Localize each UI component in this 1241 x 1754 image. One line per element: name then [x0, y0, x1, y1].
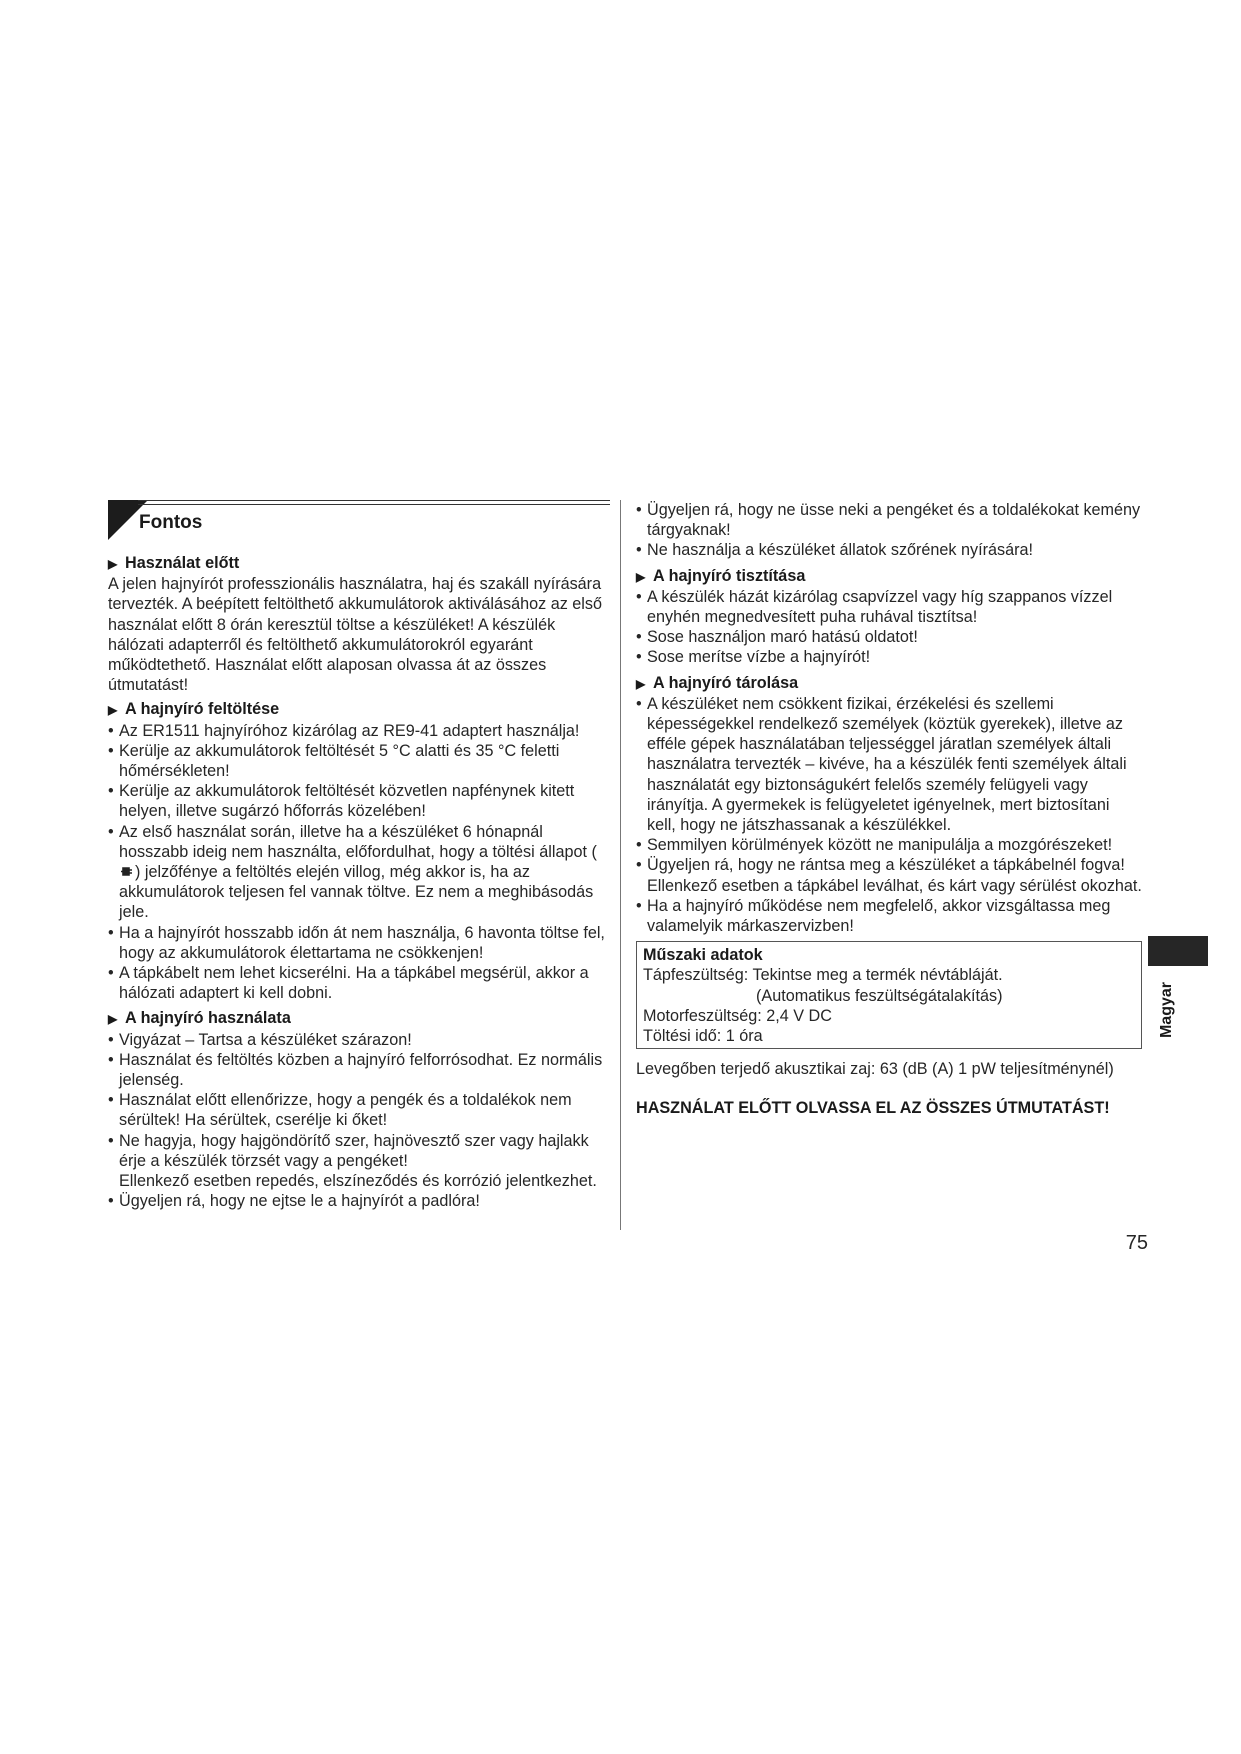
list-item: • Ügyeljen rá, hogy ne üsse neki a pengéket és a toldalékokat kemény tárgyaknak! [636, 501, 1141, 540]
list-item: • A készülék házát kizárólag csapvízzel vagy híg szappanos vízzel enyhén megnedvesített puha ruhával tisztítsa! [636, 587, 1113, 627]
list-item: • Ne hagyja, hogy hajgöndörítő szer, hajnövesztő szer vagy hajlakk érje a készülék törzsét vagy a pengéket! Ellenkező esetben repedés, elszíneződés és korrózió jelentkezhet. [108, 1131, 597, 1191]
list-item: • Semmilyen körülmények között ne manipulálja a mozgórészeket! [636, 836, 1113, 855]
arrow-right-icon: ▶ [108, 1012, 118, 1027]
section-banner [108, 500, 610, 542]
specs-box [636, 941, 1142, 1049]
list-item: • Vigyázat – Tartsa a készüléket szárazon! [108, 1030, 412, 1049]
column-divider [620, 500, 621, 1230]
spec-line: Motorfeszültség: 2,4 V DC [643, 1006, 832, 1025]
list-item: • Ügyeljen rá, hogy ne rántsa meg a készüléket a tápkábelnél fogva! Ellenkező esetben a tápkábel leválhat, és kárt vagy sérülést okozhat. [636, 856, 1142, 895]
list-item: • Használat és feltöltés közben a hajnyíró felforrósodhat. Ez normális jelenség. [108, 1050, 603, 1090]
bullet-list [108, 1030, 610, 1212]
list-item: • Ha a hajnyírót hosszabb időn át nem használja, 6 havonta töltse fel, hogy az akkumulátorok élettartama ne csökkenjen! [108, 923, 605, 962]
list-item: • Ne használja a készüléket állatok szőrének nyírására! [636, 541, 1034, 560]
arrow-right-icon: ▶ [108, 557, 118, 571]
right-column [636, 500, 1142, 1119]
page-number: 75 [1125, 1232, 1148, 1254]
list-item: • Ügyeljen rá, hogy ne ejtse le a hajnyírót a padlóra! [108, 1192, 480, 1211]
spec-line: (Automatikus feszültségátalakítás) [756, 986, 1003, 1005]
bullet-list [636, 587, 1142, 668]
language-tab [1148, 936, 1208, 966]
list-item: • Az első használat során, illetve ha a készüléket 6 hónapnál hosszabb ideig nem használta, előfordulhat, hogy a töltési állapot () jelzőfénye a feltöltés elején villog, még akkor is, ha az akkumulátorok teljesen fel vannak töltve. Ez nem a meghibásodás jele. [108, 822, 597, 922]
arrow-right-icon: ▶ [636, 569, 646, 584]
list-item: • A tápkábelt nem lehet kicserélni. Ha a tápkábel megsérül, akkor a hálózati adaptert ki kell dobni. [108, 964, 589, 1003]
section-heading: ▶ A hajnyíró tárolása [636, 673, 1142, 694]
list-item: • Ha a hajnyíró működése nem megfelelő, akkor vizsgáltassa meg valamelyik márkaszervizben! [636, 896, 1111, 936]
banner-rule [138, 500, 610, 505]
list-item: • Használat előtt ellenőrizze, hogy a pengék és a toldalékok nem sérültek! Ha sérültek, cserélje ki őket! [108, 1091, 572, 1130]
list-item: • A készüléket nem csökkent fizikai, érzékelési és szellemi képességekkel rendelkező személyek (köztük gyerekek), illetve az efféle gépek használatában teljességgel járatlan személyek általi használatra tervezték – kivéve, ha a készülék fenti személyek általi használatát egy biztonságukért felelős személy felügyeli vagy irányítja. A gyermekek is felügyeletet igényelnek, mert biztosítani kell, hogy ne játszhassanak a készülékkel. [636, 694, 1127, 835]
section-heading: ▶ Használat előtt [108, 553, 610, 574]
plug-icon [121, 865, 135, 878]
list-item: • Sose használjon maró hatású oldatot! [636, 628, 918, 647]
section-heading: ▶ A hajnyíró feltöltése [108, 699, 610, 720]
spec-line: Tápfeszültség: Tekintse meg a termék névtábláját. [643, 966, 1003, 985]
section-heading: ▶ A hajnyíró tisztítása [636, 566, 1142, 587]
intro-paragraph: A jelen hajnyírót professzionális használatra, haj és szakáll nyírására tervezték. A beépített feltölthető akkumulátorok aktiválásához az első használat előtt 8 órán keresztül töltse a készüléket! A készülék hálózati adapterről és feltölthető akkumulátorokról egyaránt működtethető. Használat előtt alaposan olvassa át az összes útmutatást! [108, 575, 603, 695]
spec-line: Töltési idő: 1 óra [643, 1027, 763, 1046]
list-item: • Kerülje az akkumulátorok feltöltését 5 °C alatti és 35 °C feletti hőmérsékleten! [108, 741, 560, 781]
list-item: • Kerülje az akkumulátorok feltöltését közvetlen napfénynek kitett helyen, illetve sugárzó hőforrás közelében! [108, 782, 575, 821]
list-item: • Sose merítse vízbe a hajnyírót! [636, 648, 871, 667]
bullet-list [636, 500, 1142, 561]
section-heading: ▶ A hajnyíró használata [108, 1008, 610, 1029]
left-column [108, 500, 610, 1217]
arrow-right-icon: ▶ [108, 703, 118, 718]
bullet-list [108, 721, 610, 1004]
noise-info: Levegőben terjedő akusztikai zaj: 63 (dB (A) 1 pW teljesítménynél) [636, 1060, 1114, 1079]
banner-title: Fontos [139, 512, 203, 533]
warning-caps: HASZNÁLAT ELŐTT OLVASSA EL AZ ÖSSZES ÚTMUTATÁST! [636, 1099, 1110, 1118]
list-item: • Az ER1511 hajnyíróhoz kizárólag az RE9-41 adaptert használja! [108, 721, 580, 740]
specs-title: Műszaki adatok [643, 946, 763, 965]
arrow-right-icon: ▶ [636, 676, 646, 691]
language-label: Magyar [1158, 981, 1175, 1039]
bullet-list [636, 694, 1142, 936]
